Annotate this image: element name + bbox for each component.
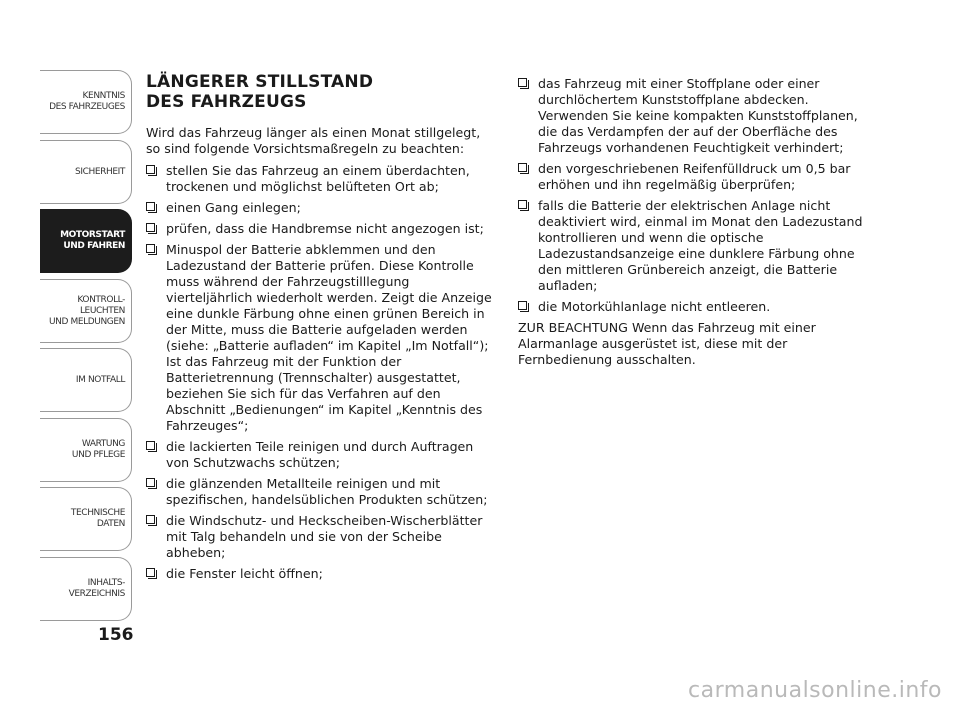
tab-kontrollleuchten-und-meldungen[interactable]: KONTROLL- LEUCHTEN UND MELDUNGEN (40, 279, 132, 343)
list-item (146, 566, 496, 582)
list-item (518, 299, 878, 315)
heading-line-2: DES FAHRZEUGS (146, 92, 307, 112)
intro-paragraph: Wird das Fahrzeug länger als einen Monat stillgelegt, so sind folgende Vorsichtsmaßregeln zu beachten: (146, 125, 481, 156)
tab-kenntnis-des-fahrzeuges[interactable]: KENNTNIS DES FAHRZEUGES (40, 70, 132, 134)
page-number: 156 (98, 625, 134, 645)
list-item-text: den vorgeschriebenen Reifenfülldruck um 0,5 bar erhöhen und ihn regelmäßig überprüfen; (538, 161, 851, 192)
list-item (146, 439, 496, 471)
list-item (146, 242, 496, 434)
list-item-text: stellen Sie das Fahrzeug an einem überdachten, trockenen und möglichst belüfteten Ort ab; (166, 163, 470, 194)
checkbox-bullet-icon (146, 165, 155, 174)
tab-inhaltsverzeichnis[interactable]: INHALTS- VERZEICHNIS (40, 557, 132, 621)
checkbox-bullet-icon (146, 515, 155, 524)
list-item-text: das Fahrzeug mit einer Stoffplane oder einer durchlöchertem Kunststoffplane abdecken. Verwenden Sie keine kompakten Kunststoffplanen, die das Verdampfen der auf der Oberfläche des Fahrzeugs vorhandenen Feuchtigkeit verhindert; (538, 76, 858, 155)
list-item-text: prüfen, dass die Handbremse nicht angezogen ist; (166, 221, 484, 236)
checkbox-bullet-icon (146, 568, 155, 577)
list-item (146, 163, 496, 195)
section-heading (146, 72, 496, 112)
list-item (518, 161, 878, 193)
tab-im-notfall[interactable]: IM NOTFALL (40, 348, 132, 412)
list-item-text: einen Gang einlegen; (166, 200, 301, 215)
watermark: carmanualsonline.info (688, 678, 942, 703)
checkbox-bullet-icon (518, 78, 527, 87)
checkbox-bullet-icon (146, 478, 155, 487)
checkbox-bullet-icon (518, 200, 527, 209)
list-item (146, 513, 496, 561)
list-item-text: die glänzenden Metallteile reinigen und mit spezifischen, handelsüblichen Produkten schützen; (166, 476, 488, 507)
checkbox-bullet-icon (518, 301, 527, 310)
tab-motorstart-und-fahren[interactable]: MOTORSTART UND FAHREN (40, 209, 132, 273)
checkbox-bullet-icon (146, 223, 155, 232)
list-item (518, 198, 878, 294)
content-column-right (518, 76, 878, 374)
heading-line-1: LÄNGERER STILLSTAND (146, 72, 374, 92)
precaution-list-left (146, 163, 496, 582)
checkbox-bullet-icon (146, 244, 155, 253)
list-item-text: falls die Batterie der elektrischen Anlage nicht deaktiviert wird, einmal im Monat den Ladezustand kontrollieren und wenn die optische Ladezustandsanzeige eine dunklere Färbung ohne den mittleren Grünbereich anzeigt, die Batterie aufladen; (538, 198, 863, 293)
list-item-text: die Windschutz- und Heckscheiben-Wischerblätter mit Talg behandeln und sie von der Scheibe abheben; (166, 513, 483, 560)
checkbox-bullet-icon (518, 163, 527, 172)
tab-wartung-und-pflege[interactable]: WARTUNG UND PFLEGE (40, 418, 132, 482)
list-item (146, 200, 496, 216)
note-paragraph: ZUR BEACHTUNG Wenn das Fahrzeug mit einer Alarmanlage ausgerüstet ist, diese mit der Fernbedienung ausschalten. (518, 320, 816, 367)
checkbox-bullet-icon (146, 202, 155, 211)
list-item-text: die Fenster leicht öffnen; (166, 566, 323, 581)
tab-sicherheit[interactable]: SICHERHEIT (40, 140, 132, 204)
content-column-left (146, 72, 496, 587)
list-item-text: die lackierten Teile reinigen und durch Auftragen von Schutzwachs schützen; (166, 439, 474, 470)
checkbox-bullet-icon (146, 441, 155, 450)
list-item-text: Minuspol der Batterie abklemmen und den Ladezustand der Batterie prüfen. Diese Kontrolle muss während der Fahrzeugstilllegung vierteljährlich wiederholt werden. Zeigt die Anzeige eine dunkle Färbung ohne einen grünen Bereich in der Mitte, muss die Batterie aufgeladen werden (siehe: „Batterie aufladen“ im Kapitel „Im Notfall“); Ist das Fahrzeug mit der Funktion der Batterietrennung (Trennschalter) ausgestattet, beziehen Sie sich für das Verfahren auf den Abschnitt „Bedienungen“ im Kapitel „Kenntnis des Fahrzeuges“; (166, 242, 492, 433)
list-item-text: die Motorkühlanlage nicht entleeren. (538, 299, 771, 314)
list-item (518, 76, 878, 156)
precaution-list-right (518, 76, 878, 315)
list-item (146, 221, 496, 237)
list-item (146, 476, 496, 508)
tab-technische-daten[interactable]: TECHNISCHE DATEN (40, 487, 132, 551)
